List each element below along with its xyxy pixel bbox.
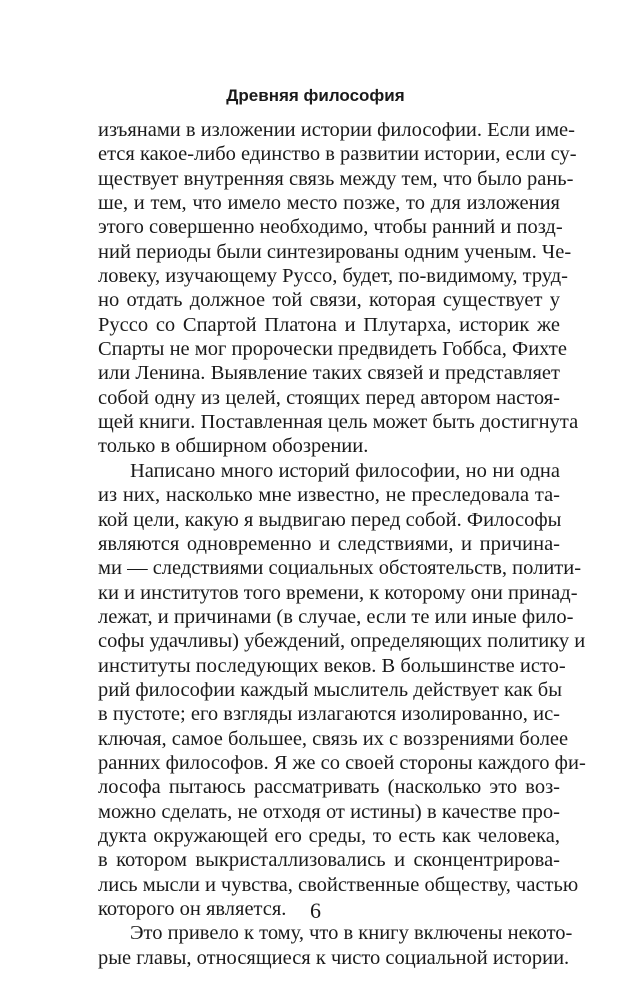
text-line: кой цели, какую я выдвигаю перед собой. Философы: [98, 508, 562, 531]
text-line: лежат, и причинами (в случае, если те или иные фило-: [98, 605, 574, 628]
text-line: ранних философов. Я же со своей стороны каждого фи-: [98, 751, 586, 774]
text-line: этого совершенно необходимо, чтобы ранний и позд-: [98, 216, 563, 239]
text-line: Руссо со Спартой Платона и Плутарха, историк же: [98, 313, 560, 336]
text-line: которого он является.: [98, 898, 287, 920]
text-line: рий философии каждый мыслитель действует как бы: [98, 678, 563, 701]
text-line: софы удачливы) убеждений, определяющих политику и: [98, 630, 586, 653]
paragraph: [98, 921, 573, 970]
text-line: ми — следствиями социальных обстоятельств, полити-: [98, 557, 582, 580]
text-line: рые главы, относящиеся к чисто социальной истории.: [98, 946, 570, 969]
text-line: ществует внутренняя связь между тем, что было рань-: [98, 167, 574, 190]
text-line: Спарты не мог пророчески предвидеть Гоббса, Фихте: [98, 338, 567, 361]
paragraph: [98, 459, 586, 922]
text-line: но отдать должное той связи, которая существует у: [98, 289, 560, 312]
text-line: ний периоды были синтезированы одним ученым. Че-: [98, 240, 572, 263]
text-line: ки и институтов того времени, к которому они принад-: [98, 581, 578, 604]
text-line: можно сделать, не отходя от истины) в качестве про-: [98, 800, 560, 823]
text-line: ловеку, изучающему Руссо, будет, по-видимому, труд-: [98, 265, 569, 288]
text-line: ключая, самое большее, связь их с воззрениями более: [98, 727, 569, 750]
text-line: Написано много историй философии, но ни одна: [130, 459, 560, 482]
running-header: Древняя философия: [226, 86, 405, 105]
text-line: только в обширном обозрении.: [98, 435, 369, 458]
text-line: лись мысли и чувства, свойственные обществу, частью: [98, 873, 579, 896]
text-line: в котором выкристаллизовались и сконцентрирова-: [98, 849, 560, 872]
page-number: 6: [310, 898, 321, 923]
text-line: в пустоте; его взгляды излагаются изолированно, ис-: [98, 703, 560, 726]
text-line: изъянами в изложении истории философии. Если име-: [98, 119, 575, 141]
text-line: из них, насколько мне известно, не преследовала та-: [98, 484, 560, 507]
paragraph: [98, 118, 579, 459]
text-line: являются одновременно и следствиями, и причина-: [98, 532, 560, 555]
body-text: [98, 118, 586, 970]
text-line: собой одну из целей, стоящих перед автором настоя-: [98, 386, 560, 409]
text-line: лософа пытаюсь рассматривать (насколько это воз-: [98, 776, 560, 799]
text-line: щей книги. Поставленная цель может быть достигнута: [98, 411, 579, 434]
text-line: институты последующих веков. В большинстве исто-: [98, 654, 566, 677]
text-line: Это привело к тому, что в книгу включены некото-: [130, 922, 573, 945]
text-line: дукта окружающей его среды, то есть как человека,: [98, 824, 560, 847]
text-line: ше, и тем, что имело место позже, то для изложения: [98, 192, 560, 215]
text-line: или Ленина. Выявление таких связей и представляет: [98, 362, 560, 385]
text-line: ется какое-либо единство в развитии истории, если су-: [98, 143, 577, 166]
